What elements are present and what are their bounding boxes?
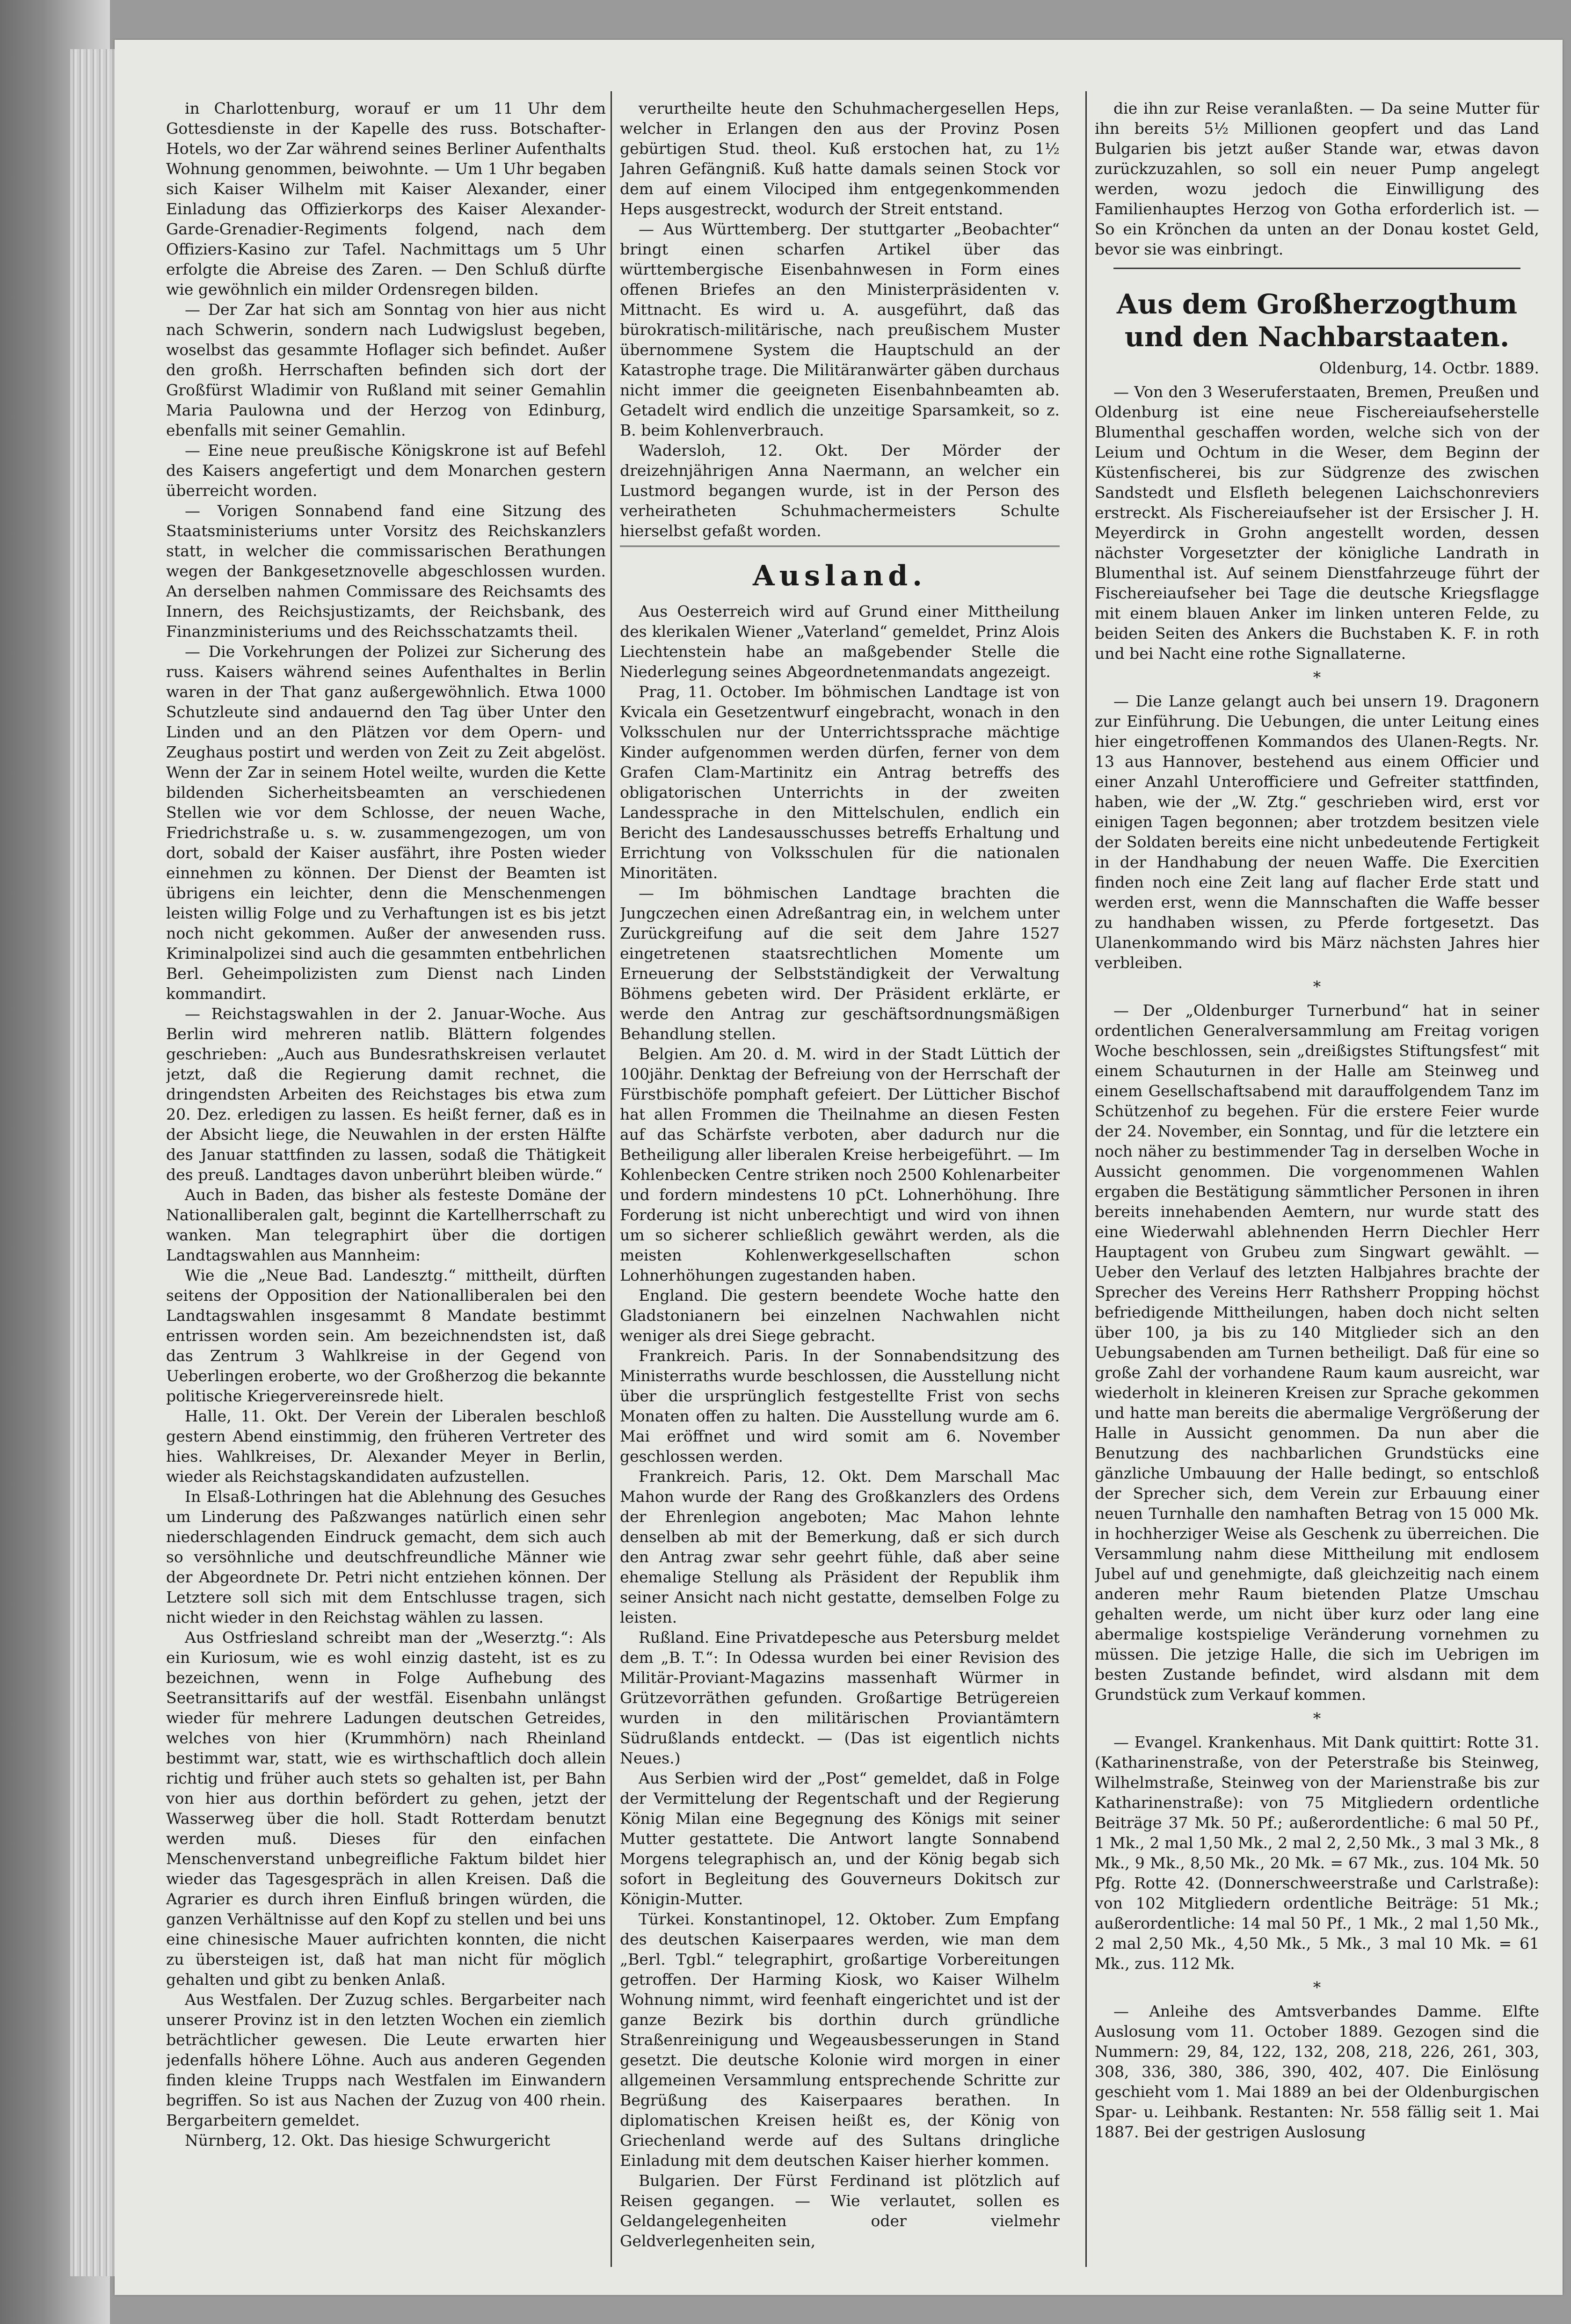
column-2 — [620, 98, 1060, 2255]
article-paragraph: Wadersloh, 12. Okt. Der Mörder der dreizehnjährigen Anna Naermann, an welcher ein Lustmord begangen wurde, ist in der Person des verheiratheten Schuhmachermeisters Schulte hierselbst gefaßt worden. — [620, 441, 1060, 540]
dateline: Oldenburg, 14. Octbr. 1889. — [1319, 359, 1539, 377]
column-rule — [611, 91, 612, 2267]
section-divider — [1113, 268, 1520, 269]
article-paragraph: — Die Lanze gelangt auch bei unsern 19. Dragonern zur Einführung. Die Uebungen, die unter Leitung eines hier eingetroffenen Kommandos des Ulanen-Regts. Nr. 13 aus Hannover, bestehend aus einem Officier und einer Anzahl Unterofficiere und Gefreiter stattfinden, haben, wie der „W. Ztg.“ geschrieben wird, erst vor einigen Tagen begonnen; aber trotzdem besitzen viele der Soldaten bereits eine nicht unbedeutende Fertigkeit in der Handhabung der neuen Waffe. Die Exercitien finden noch eine Zeit lang auf flacher Erde statt und werden erst, wenn die Mannschaften die Waffe besser zu handhaben wissen, zu Pferde fortgesetzt. Das Ulanenkommando wird bis März nächsten Jahres hier verbleiben. — [1095, 692, 1539, 972]
article-paragraph: Wie die „Neue Bad. Landesztg.“ mittheilt, dürften seitens der Opposition der Nationalliberalen bei den Landtagswahlen insgesammt 8 Mandate bestimmt entrissen worden sein. Am bezeichnendsten ist, daß das Zentrum 3 Wahlkreise in der Gegend von Ueberlingen eroberte, wo der Großherzog die bekannte politische Kriegervereinsrede hielt. — [166, 1266, 606, 1405]
article-paragraph: Frankreich. Paris, 12. Okt. Dem Marschall Mac Mahon wurde der Rang des Großkanzlers des Ordens der Ehrenlegion angeboten; Mac Mahon lehnte denselben ab mit der Bemerkung, daß er sich durch den Antrag zwar sehr geehrt fühle, daß aber seine ehemalige Stellung als Präsident der Republik ihm seiner Ansicht nach nicht gestatte, demselben Folge zu leisten. — [620, 1467, 1060, 1626]
article-paragraph: die ihn zur Reise veranlaßten. — Da seine Mutter für ihn bereits 5½ Millionen geopfert und das Land Bulgarien bis jetzt außer Stande war, etwas davon zurückzuzahlen, so soll ein neuer Pump angelegt werden, wozu jedoch die Einwilligung des Familienhauptes Herzog von Gotha erforderlich ist. — So ein Krönchen da unten an der Donau kostet Geld, bevor sie was einbringt. — [1095, 99, 1539, 258]
article-paragraph: Aus Westfalen. Der Zuzug schles. Bergarbeiter nach unserer Provinz ist in den letzten Wochen ein ziemlich beträchtlicher gewesen. Die Leute erwarten hier jedenfalls höhere Löhne. Auch aus anderen Gegenden finden kleine Trupps nach Westfalen im Einwandern begriffen. So ist aus Nachen der Zuzug von 400 rhein. Bergarbeitern gemeldet. — [166, 1990, 606, 2129]
article-paragraph: Frankreich. Paris. In der Sonnabendsitzung des Ministerraths wurde beschlossen, die Ausstellung nicht über die ursprünglich festgestellte Frist von sechs Monaten offen zu halten. Die Ausstellung wurde am 6. Mai eröffnet und wird somit am 6. November geschlossen werden. — [620, 1347, 1060, 1465]
column-3 — [1095, 98, 1539, 2255]
article-paragraph: Belgien. Am 20. d. M. wird in der Stadt Lüttich der 100jähr. Denktag der Befreiung von der Herrschaft der Fürstbischöfe pomphaft gefeiert. Der Lütticher Bischof hat allen Frommen die Theilnahme an diesen Festen auf das Schärfste verboten, aber dadurch nur die Betheiligung aller liberalen Kreise herbeigeführt. — Im Kohlenbecken Centre striken noch 2500 Kohlenarbeiter und fordern mindestens 10 pCt. Lohnerhöhung. Ihre Forderung ist nicht unberechtigt und wird von ihnen um so sicherer schließlich gewährt werden, als die meisten Kohlenwerkgesellschaften schon Lohnerhöhungen zugestanden haben. — [620, 1045, 1060, 1284]
article-paragraph: — Im böhmischen Landtage brachten die Jungczechen einen Adreßantrag ein, in welchem unter Zurückgreifung auf die seit dem Jahre 1527 eingetretenen staatsrechtlichen Momente um Erneuerung der Selbstständigkeit der Verwaltung Böhmens gebeten wird. Der Präsident erklärte, er werde den Antrag zur geschäftsordnungsmäßigen Behandlung stellen. — [620, 884, 1060, 1043]
article-paragraph: Aus Oesterreich wird auf Grund einer Mittheilung des klerikalen Wiener „Vaterland“ gemeldet, Prinz Alois Liechtenstein habe an maßgebender Stelle die Niederlegung seines Abgeordnetenmandats angezeigt. — [620, 602, 1060, 681]
article-paragraph: in Charlottenburg, worauf er um 11 Uhr dem Gottesdienste in der Kapelle des russ. Botschafter-Hotels, wo der Zar während seines Berliner Aufenthalts Wohnung genommen, beiwohnte. — Um 1 Uhr begaben sich Kaiser Wilhelm mit Kaiser Alexander, einer Einladung das Offizierkorps des Kaiser Alexander-Garde-Grenadier-Regiments folgend, nach dem Offiziers-Kasino zur Tafel. Nachmittags um 5 Uhr erfolgte die Abreise des Zaren. — Den Schluß dürfte wie gewöhnlich ein milder Ordensregen bilden. — [166, 99, 606, 299]
article-paragraph: — Eine neue preußische Königskrone ist auf Befehl des Kaisers angefertigt und dem Monarchen gestern überreicht worden. — [166, 441, 606, 500]
separator-asterisk: * — [1313, 977, 1321, 996]
article-paragraph: — Aus Württemberg. Der stuttgarter „Beobachter“ bringt einen scharfen Artikel über das württembergische Eisenbahnwesen in Form eines offenen Briefes an den Ministerpräsidenten v. Mittnacht. Es wird u. A. ausgeführt, daß das bürokratisch-militärische, nach preußischem Muster übernommene System die Hauptschuld an der Katastrophe trage. Die Militäranwärter gäben durchaus nicht immer die geeigneten Eisenbahnbeamten ab. Getadelt wird endlich die unzeitige Sparsamkeit, so z. B. beim Kohlenverbrauch. — [620, 220, 1060, 439]
article-paragraph: — Vorigen Sonnabend fand eine Sitzung des Staatsministeriums unter Vorsitz des Reichskanzlers statt, in welcher die commissarischen Berathungen wegen der Bankgesetznovelle abgeschlossen wurden. An derselben nahmen Commissare des Reichsamts des Innern, des Reichsjustizamts, der Reichsbank, des Finanzministeriums und des Reichsschatzamts theil. — [166, 502, 606, 641]
article-paragraph: In Elsaß-Lothringen hat die Ablehnung des Gesuches um Linderung des Paßzwanges natürlich einen sehr niederschlagenden Eindruck gemacht, dem sich auch so versöhnliche und deutschfreundliche Männer wie der Abgeordnete Dr. Petri nicht entziehen können. Der Letztere soll sich mit dem Entschlusse tragen, sich nicht wieder in den Reichstag wählen zu lassen. — [166, 1487, 606, 1626]
section-heading-grossherzogthum: Aus dem Großherzogthum und den Nachbarstaaten. — [1116, 288, 1518, 353]
article-paragraph: — Anleihe des Amtsverbandes Damme. Elfte Auslosung vom 11. October 1889. Gezogen sind die Nummern: 29, 84, 122, 132, 208, 218, 226, 261, 303, 308, 336, 380, 386, 390, 402, 407. Die Einlösung geschieht vom 1. Mai 1889 an bei der Oldenburgischen Spar- u. Leihbank. Restanten: Nr. 558 fällig seit 1. Mai 1887. Bei der gestrigen Auslosung — [1095, 2002, 1539, 2141]
page-stack-edges — [70, 49, 115, 2276]
article-paragraph: verurtheilte heute den Schuhmachergesellen Heps, welcher in Erlangen den aus der Provinz Posen gebürtigen Stud. theol. Kuß erstochen hat, zu 1½ Jahren Gefängniß. Kuß hatte damals seinen Stock vor dem auf einem Vilociped ihm entgegenkommenden Heps ausgestreckt, wodurch der Streit entstand. — [620, 99, 1060, 218]
article-paragraph: — Von den 3 Weseruferstaaten, Bremen, Preußen und Oldenburg ist eine neue Fischereiaufseherstelle Blumenthal geschaffen worden, welche sich von der Leium und Ochtum in die Weser, dem Beginn der Küstenfischerei, bis zur Südgrenze des zwischen Sandstedt und Elsfleth belegenen Laichschonreviers erstreckt. Als Fischereiaufseher ist der Ersischer J. H. Meyerdirck in Grohn angestellt worden, dessen nächster Vorgesetzter der königliche Landrath in Blumenthal ist. Auf seinem Dienstfahrzeuge führt der Fischereiaufseher bei Tage die deutsche Kriegsflagge mit einem blauen Anker im linken unteren Felde, zu beiden Seiten des Ankers die Buchstaben K. F. in roth und bei Nacht eine rothe Signallaterne. — [1095, 383, 1539, 663]
article-paragraph: — Evangel. Krankenhaus. Mit Dank quittirt: Rotte 31. (Katharinenstraße, von der Peterstraße bis Steinweg, Wilhelmstraße, Steinweg von der Marienstraße bis zur Katharinenstraße): von 75 Mitgliedern ordentliche Beiträge 37 Mk. 50 Pf.; außerordentliche: 6 mal 50 Pf., 1 Mk., 2 mal 1,50 Mk., 2 mal 2, 2,50 Mk., 3 mal 3 Mk., 8 Mk., 9 Mk., 8,50 Mk., 20 Mk. = 67 Mk., zus. 104 Mk. 50 Pfg. Rotte 42. (Donnerschweerstraße und Carlstraße): von 102 Mitgliedern ordentliche Beiträge: 51 Mk.; außerordentliche: 14 mal 50 Pf., 1 Mk., 2 mal 1,50 Mk., 2 mal 2,50 Mk., 4,50 Mk., 5 Mk., 3 mal 10 Mk. = 61 Mk., zus. 112 Mk. — [1095, 1733, 1539, 1973]
column-rule — [1085, 91, 1087, 2267]
article-paragraph: Prag, 11. October. Im böhmischen Landtage ist von Kvicala ein Gesetzentwurf eingebracht, wonach in den Volksschulen nur der Unterrichtssprache mächtige Kinder aufgenommen werden dürfen, ferner von dem Grafen Clam-Martinitz ein Antrag betreffs des obligatorischen Unterrichts in der zweiten Landessprache in den Mittelschulen, endlich ein Bericht des Landesausschusses betreffs Erhaltung und Errichtung von Volksschulen für die nationalen Minoritäten. — [620, 683, 1060, 882]
newspaper-page — [115, 40, 1563, 2295]
article-paragraph: — Reichstagswahlen in der 2. Januar-Woche. Aus Berlin wird mehreren natlib. Blättern folgendes geschrieben: „Auch aus Bundesrathskreisen verlautet jetzt, daß die Regierung damit rechnet, die dringendsten Arbeiten des Reichstages bis etwa zum 20. Dez. erledigen zu lassen. Es heißt ferner, daß es in der Absicht liege, die Neuwahlen in der ersten Hälfte des Januar stattfinden zu lassen, sodaß die Thätigkeit des preuß. Landtages davon unberührt bleiben würde.“ — [166, 1005, 606, 1184]
article-paragraph: — Der „Oldenburger Turnerbund“ hat in seiner ordentlichen Generalversammlung am Freitag vorigen Woche beschlossen, sein „dreißigstes Stiftungsfest“ mit einem Schauturnen in der Halle am Steinweg und einem Gesellschaftsabend mit darauffolgendem Tanz im Schützenhof zu begehen. Für die erstere Feier wurde der 24. November, ein Sonntag, und für die letztere ein noch näher zu bestimmender Tag in derselben Woche in Aussicht genommen. Die vorgenommenen Wahlen ergaben die Bestätigung sämmtlicher Personen in ihren bereits innehabenden Aemtern, nur wurde statt des eine Wiederwahl ablehnenden Herrn Diechler Herr Hauptagent von Grubeu zum Singwart gewählt. — Ueber den Verlauf des letzten Halbjahres brachte der Sprecher des Vereins Herr Rathsherr Propping höchst befriedigende Mittheilungen, haben doch nicht selten über 100, ja bis zu 140 Mitglieder sich an den Uebungsabenden am Turnen betheiligt. Daß für eine so große Zahl der vorhandene Raum kaum ausreicht, war wiederholt in kleineren Kreisen zur Sprache gekommen und hatte man bereits die abermalige Vergrößerung der Halle in Aussicht genommen. Da nun aber die Benutzung des nachbarlichen Grundstücks eine gänzliche Umbauung der Halle bedingt, so entschloß der Sprecher sich, dem Verein zur Erbauung einer neuen Turnhalle den namhaften Betrag von 15 000 Mk. in hochherziger Weise als Geschenk zu überreichen. Die Versammlung nahm diese Mittheilung mit endlosem Jubel auf und genehmigte, daß gleichzeitig nach einem anderen mehr Raum bietenden Platze Umschau gehalten werde, um nicht über kurz oder lang eine abermalige kostspielige Veränderung vornehmen zu müssen. Die jetzige Halle, die sich im Uebrigen im besten Zustande befindet, wird alsdann mit dem Grundstück zum Verkauf kommen. — [1095, 1001, 1539, 1704]
article-paragraph: Bulgarien. Der Fürst Ferdinand ist plötzlich auf Reisen gegangen. — Wie verlautet, sollen es Geldangelegenheiten oder vielmehr Geldverlegenheiten sein, — [620, 2171, 1060, 2250]
section-divider — [620, 546, 1060, 550]
article-paragraph: England. Die gestern beendete Woche hatte den Gladstonianern bei einzelnen Nachwahlen nicht weniger als drei Siege gebracht. — [620, 1286, 1060, 1345]
article-paragraph: — Der Zar hat sich am Sonntag von hier aus nicht nach Schwerin, sondern nach Ludwigslust begeben, woselbst das gesammte Hoflager sich befindet. Außer den großh. Herrschaften befinden sich dort der Großfürst Wladimir von Rußland mit seiner Gemahlin Maria Paulowna und der Herzog von Edinburg, ebenfalls mit seiner Gemahlin. — [166, 300, 606, 439]
separator-asterisk: * — [1313, 1978, 1321, 1996]
article-paragraph: Auch in Baden, das bisher als festeste Domäne der Nationalliberalen galt, beginnt die Kartellherrschaft zu wanken. Man telegraphirt über die dortigen Landtagswahlen aus Mannheim: — [166, 1186, 606, 1264]
article-paragraph: Rußland. Eine Privatdepesche aus Petersburg meldet dem „B. T.“: In Odessa wurden bei einer Revision des Militär-Proviant-Magazins massenhaft Würmer in Grützevorräthen gefunden. Großartige Betrügereien wurden in den militärischen Proviantämtern Südrußlands entdeckt. — (Das ist eigentlich nichts Neues.) — [620, 1628, 1060, 1767]
article-paragraph: — Die Vorkehrungen der Polizei zur Sicherung des russ. Kaisers während seines Aufenthaltes in Berlin waren in der That ganz außergewöhnlich. Etwa 1000 Schutzleute sind andauernd den Tag über Unter den Linden und an den Plätzen vor dem Opern- und Zeughaus postirt und werden von Zeit zu Zeit abgelöst. Wenn der Zar in seinem Hotel weilte, wurden die Kette bildenden Sicherheitsbeamten an verschiedenen Stellen wie vor dem Schlosse, der neuen Wache, Friedrichstraße u. s. w. zusammengezogen, um von dort, sobald der Kaiser ausfährt, ihre Posten wieder einnehmen zu können. Der Dienst der Beamten ist übrigens ein leichter, denn die Menschenmengen leisten willig Folge und zu Verhaftungen ist es bis jetzt noch nicht gekommen. Außer der anwesenden russ. Kriminalpolizei sind auch die gesammten entbehrlichen Berl. Geheimpolizisten zum Dienst nach Linden kommandirt. — [166, 642, 606, 1003]
column-1 — [166, 98, 606, 2255]
article-paragraph: Nürnberg, 12. Okt. Das hiesige Schwurgericht — [185, 2131, 551, 2149]
article-paragraph: Halle, 11. Okt. Der Verein der Liberalen beschloß gestern Abend einstimmig, den früheren Vertreter des hies. Wahlkreises, Dr. Alexander Meyer in Berlin, wieder als Reichstagskandidaten aufzustellen. — [166, 1407, 606, 1486]
article-paragraph: Aus Serbien wird der „Post“ gemeldet, daß in Folge der Vermittelung der Regentschaft und der Regierung König Milan eine Begegnung des Königs mit seiner Mutter gestattete. Die Antwort langte Sonnabend Morgens telegraphisch an, und der König begab sich sofort in Begleitung des Gouverneurs Dokitsch zur Königin-Mutter. — [620, 1769, 1060, 1908]
section-heading-ausland: Ausland. — [752, 560, 927, 592]
article-paragraph: Aus Ostfriesland schreibt man der „Weserztg.“: Als ein Kuriosum, wie es wohl einzig dasteht, ist es zu bezeichnen, wenn in Folge Aufhebung des Seetransittarifs auf der westfäl. Eisenbahn unlängst wieder für mehrere Ladungen deutschen Getreides, welches von hier (Krummhörn) nach Rheinland bestimmt war, statt, wie es wirthschaftlich doch allein richtig und früher auch stets so gehalten ist, per Bahn von hier aus dorthin befördert zu gehen, jetzt der Wasserweg über die holl. Stadt Rotterdam benutzt werden muß. Dieses für den einfachen Menschenverstand unbegreifliche Faktum bildet hier wieder das Tagesgespräch in allen Kreisen. Daß die Agrarier es durch ihren Einfluß bringen würden, die ganzen Verhältnisse auf den Kopf zu stellen und bei uns eine chinesische Mauer aufrichten konnten, die nicht zu übersteigen ist, daß hat man nicht für möglich gehalten und gibt zu benken Anlaß. — [166, 1628, 606, 1989]
article-paragraph: Türkei. Konstantinopel, 12. Oktober. Zum Empfang des deutschen Kaiserpaares werden, wie man dem „Berl. Tgbl.“ telegraphirt, großartige Vorbereitungen getroffen. Der Harming Kiosk, wo Kaiser Wilhelm Wohnung nimmt, wird feenhaft eingerichtet und ist der ganze Bezirk bis dorthin durch gründliche Straßenreinigung und Wegeausbesserungen in Stand gesetzt. Die deutsche Kolonie wird morgen in einer allgemeinen Versammlung entsprechende Schritte zur Begrüßung des Kaiserpaares berathen. In diplomatischen Kreisen heißt es, der König von Griechenland werde auf des Sultans dringliche Einladung mit dem deutschen Kaiser hierher kommen. — [620, 1910, 1060, 2170]
separator-asterisk: * — [1313, 668, 1321, 686]
separator-asterisk: * — [1313, 1709, 1321, 1727]
